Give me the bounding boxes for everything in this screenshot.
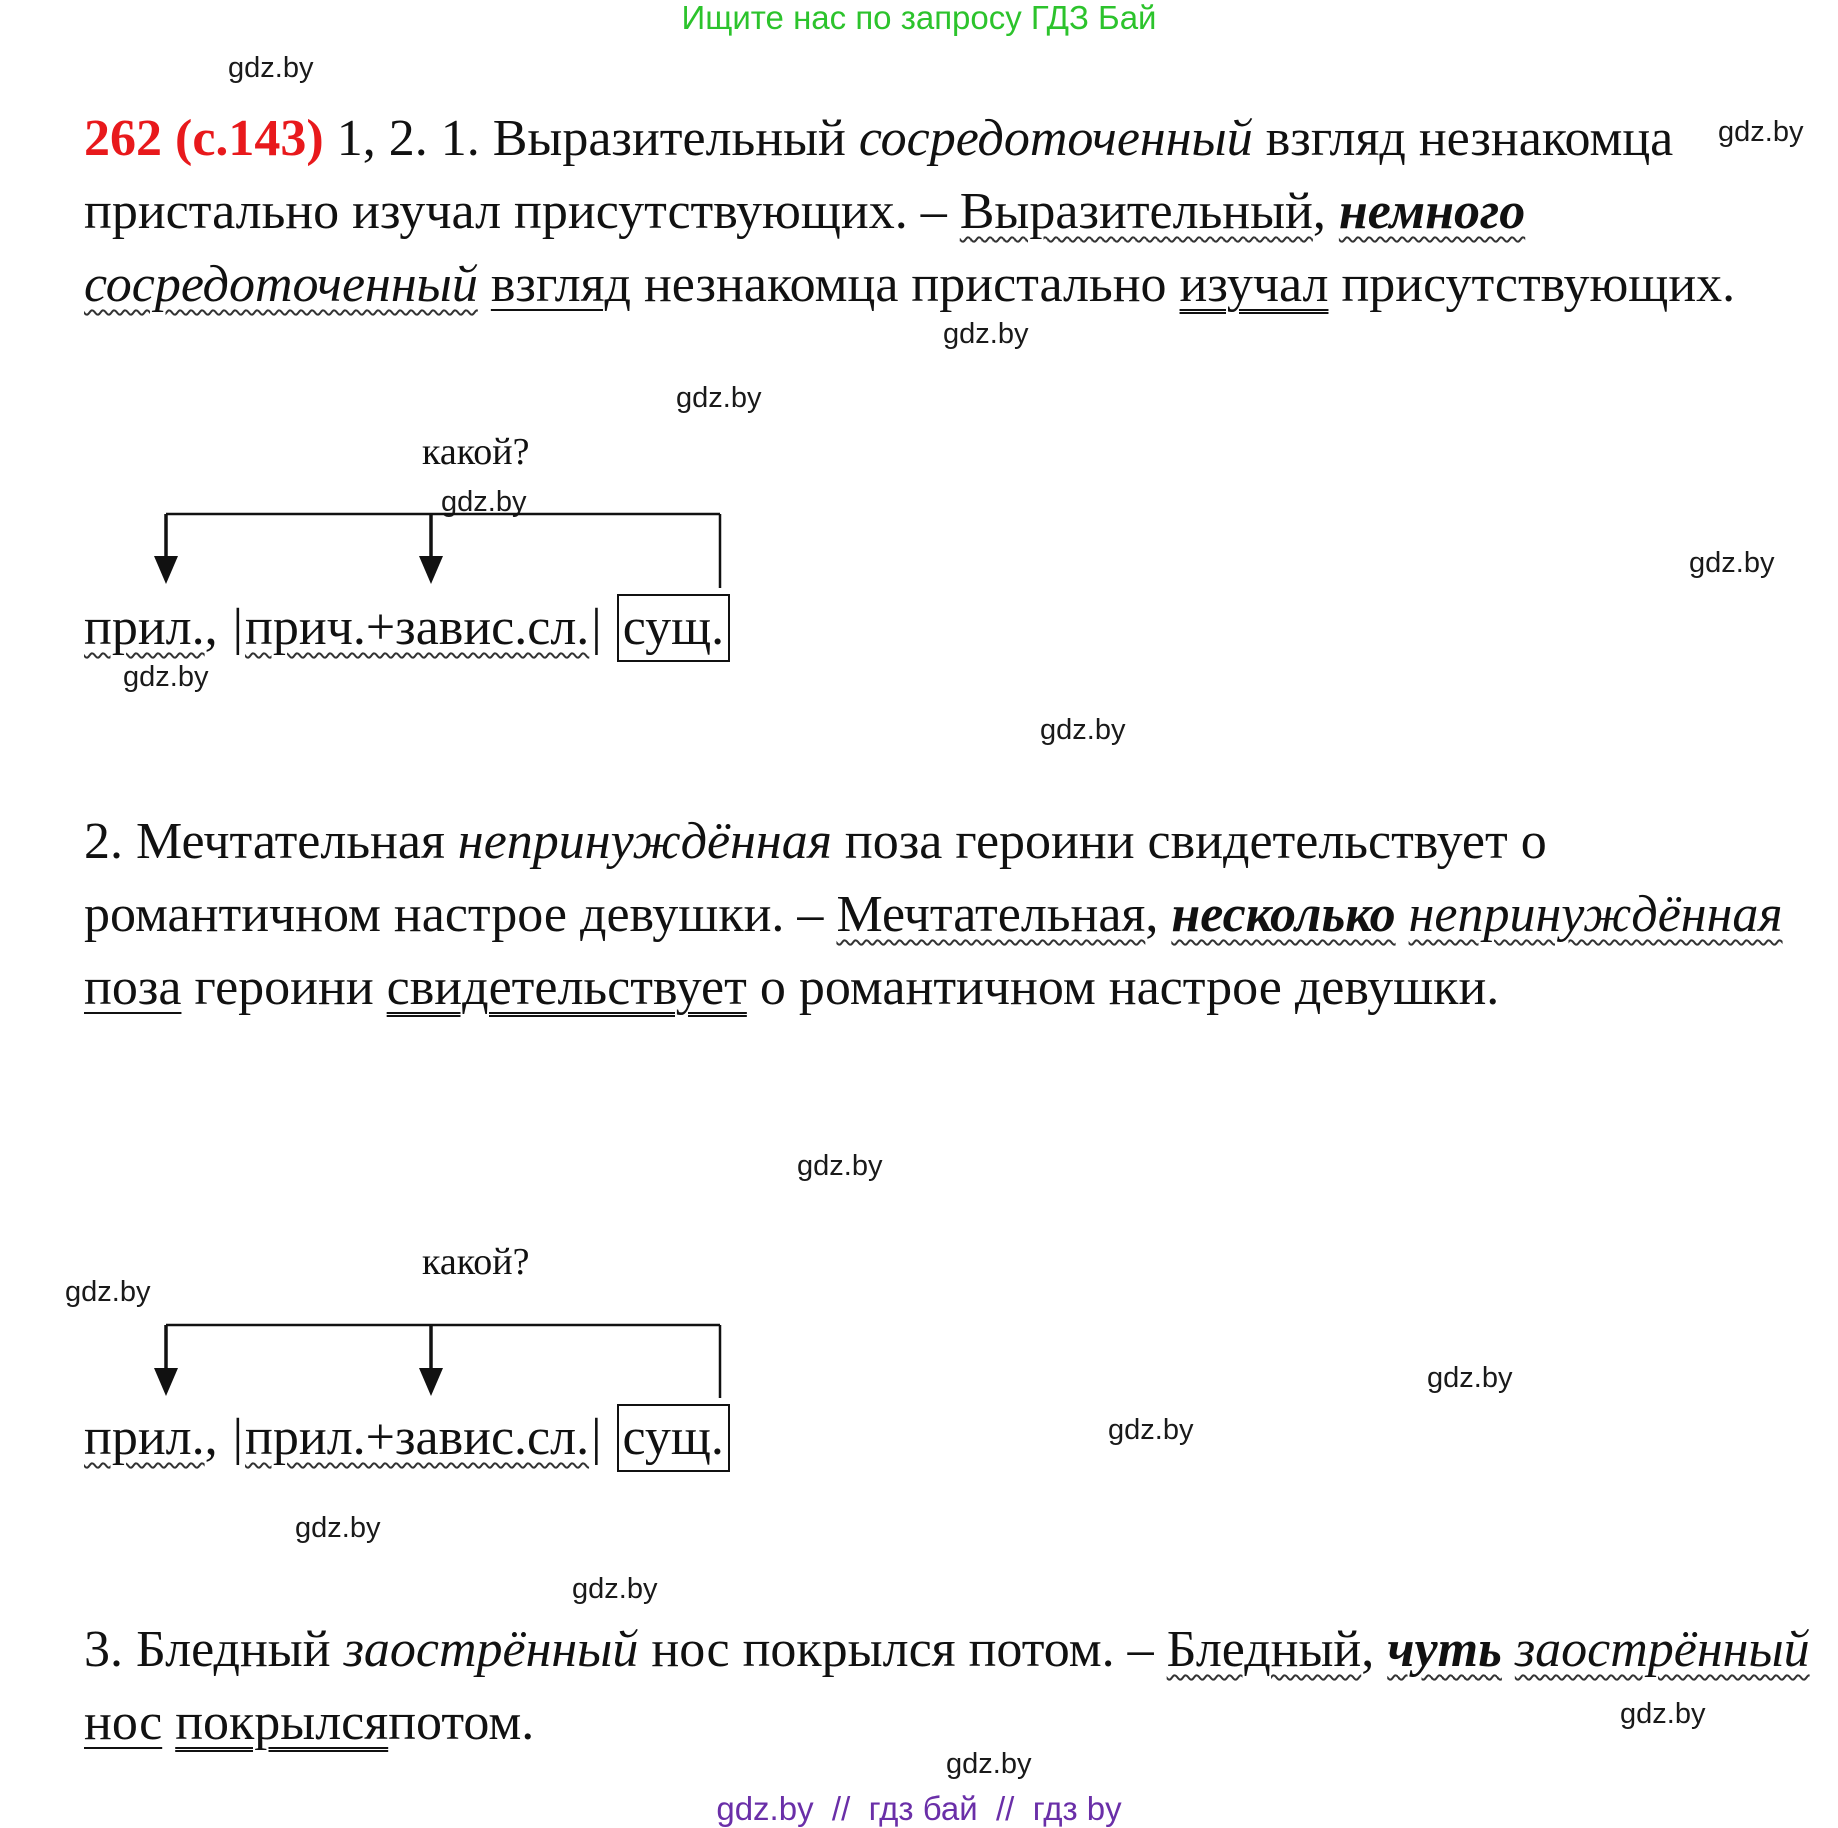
- schema1-part2: прич.+завис.сл.: [245, 599, 590, 656]
- top-banner[interactable]: Ищите нас по запросу ГДЗ Бай: [681, 0, 1157, 36]
- schema1-noun-box: сущ.: [617, 594, 730, 662]
- s3-comma: ,: [1361, 1621, 1375, 1678]
- sentence-3: [84, 1613, 1824, 1759]
- s2-predicate: свидетельствует: [386, 959, 747, 1016]
- schema1-arrow-1-head: [154, 556, 178, 584]
- schema1-row: [84, 594, 730, 662]
- footer-separator: //: [831, 1790, 851, 1827]
- schema2-question: какой?: [422, 1241, 530, 1283]
- s3-orig-participle: заострённый: [343, 1621, 639, 1678]
- schema1-arrow-2-head: [419, 556, 443, 584]
- s2-comma: ,: [1145, 886, 1159, 943]
- s3-orig-rest: нос покрылся потом. –: [651, 1621, 1154, 1678]
- watermark: gdz.by: [797, 1150, 883, 1182]
- s2-orig-rest: поза героини свидетельствует о романтичном настрое девушки. –: [84, 813, 1547, 943]
- schema2-row: [84, 1404, 730, 1472]
- watermark: gdz.by: [1427, 1362, 1513, 1394]
- s1-orig-rest: взгляд незнакомца пристально изучал присутствующих. –: [84, 110, 1674, 240]
- watermark: gdz.by: [943, 318, 1029, 350]
- s2-orig-adj: 2. Мечтательная: [84, 813, 445, 870]
- watermark: gdz.by: [123, 661, 209, 693]
- s3-end: потом.: [388, 1694, 535, 1751]
- s3-mod-adj: Бледный: [1166, 1621, 1362, 1678]
- schema1-sep: ,: [204, 599, 218, 656]
- s1-end: присутствующих.: [1341, 256, 1736, 313]
- schema2-arrow-2-head: [419, 1368, 443, 1396]
- exercise-intro: 1, 2. 1.: [336, 110, 480, 167]
- s1-predicate: изучал: [1179, 256, 1329, 313]
- schema2-bar-right: |: [591, 1409, 602, 1466]
- s3-subject: нос: [84, 1694, 163, 1751]
- s3-mod-participle: заострённый: [1514, 1621, 1810, 1678]
- watermark: gdz.by: [65, 1276, 151, 1308]
- watermark: gdz.by: [572, 1573, 658, 1605]
- schema2-noun-box: сущ.: [617, 1404, 730, 1472]
- s1-dependent-word: немного: [1338, 183, 1526, 240]
- s2-mod-participle: непринуждённая: [1408, 886, 1783, 943]
- s1-orig-adj: Выразительный: [492, 110, 846, 167]
- watermark: gdz.by: [1689, 547, 1775, 579]
- schema2-sep: ,: [204, 1409, 218, 1466]
- watermark: gdz.by: [946, 1748, 1032, 1780]
- sentence-2: [84, 805, 1824, 1024]
- exercise-number: 262 (с.143): [84, 110, 324, 167]
- watermark: gdz.by: [441, 486, 527, 518]
- s1-orig-participle: сосредоточенный: [858, 110, 1253, 167]
- schema2-part2: прил.+завис.сл.: [245, 1409, 590, 1466]
- s1-comma: ,: [1312, 183, 1326, 240]
- watermark: gdz.by: [295, 1512, 381, 1544]
- s1-subject: взгляд: [490, 256, 631, 313]
- s3-predicate: покрылся: [175, 1694, 389, 1751]
- s1-mod-participle: сосредоточенный: [84, 256, 478, 313]
- watermark: gdz.by: [228, 52, 314, 84]
- schema1-bar-right: |: [591, 599, 602, 656]
- footer-link-gdz-by-ru[interactable]: гдз by: [1032, 1790, 1122, 1827]
- s2-end: о романтичном настрое девушки.: [759, 959, 1500, 1016]
- watermark: gdz.by: [1040, 714, 1126, 746]
- footer-separator: //: [996, 1790, 1015, 1827]
- footer-links: [0, 1790, 1838, 1828]
- s2-subject: поза: [84, 959, 182, 1016]
- watermark: gdz.by: [676, 382, 762, 414]
- s2-orig-participle: непринуждённая: [457, 813, 832, 870]
- s1-middle: незнакомца пристально: [643, 256, 1167, 313]
- s1-mod-adj: Выразительный: [959, 183, 1313, 240]
- s3-dependent-word: чуть: [1387, 1621, 1502, 1678]
- s2-mod-adj: Мечтательная: [836, 886, 1146, 943]
- footer-link-gdz-by[interactable]: gdz.by: [716, 1790, 814, 1827]
- schema1-bar-left: |: [232, 599, 244, 656]
- schema1-part1: прил.: [84, 599, 205, 656]
- schema2-arrow-1-head: [154, 1368, 178, 1396]
- s3-orig-adj: 3. Бледный: [84, 1621, 331, 1678]
- watermark: gdz.by: [1108, 1414, 1194, 1446]
- s2-dependent-word: несколько: [1171, 886, 1396, 943]
- footer-link-gdz-bai[interactable]: гдз бай: [868, 1790, 978, 1827]
- s2-middle: героини: [194, 959, 374, 1016]
- schema1-question: какой?: [422, 431, 530, 473]
- schema2-part1: прил.: [84, 1409, 205, 1466]
- schema2-bar-left: |: [232, 1409, 244, 1466]
- watermark: gdz.by: [1620, 1698, 1706, 1730]
- watermark: gdz.by: [1718, 116, 1804, 148]
